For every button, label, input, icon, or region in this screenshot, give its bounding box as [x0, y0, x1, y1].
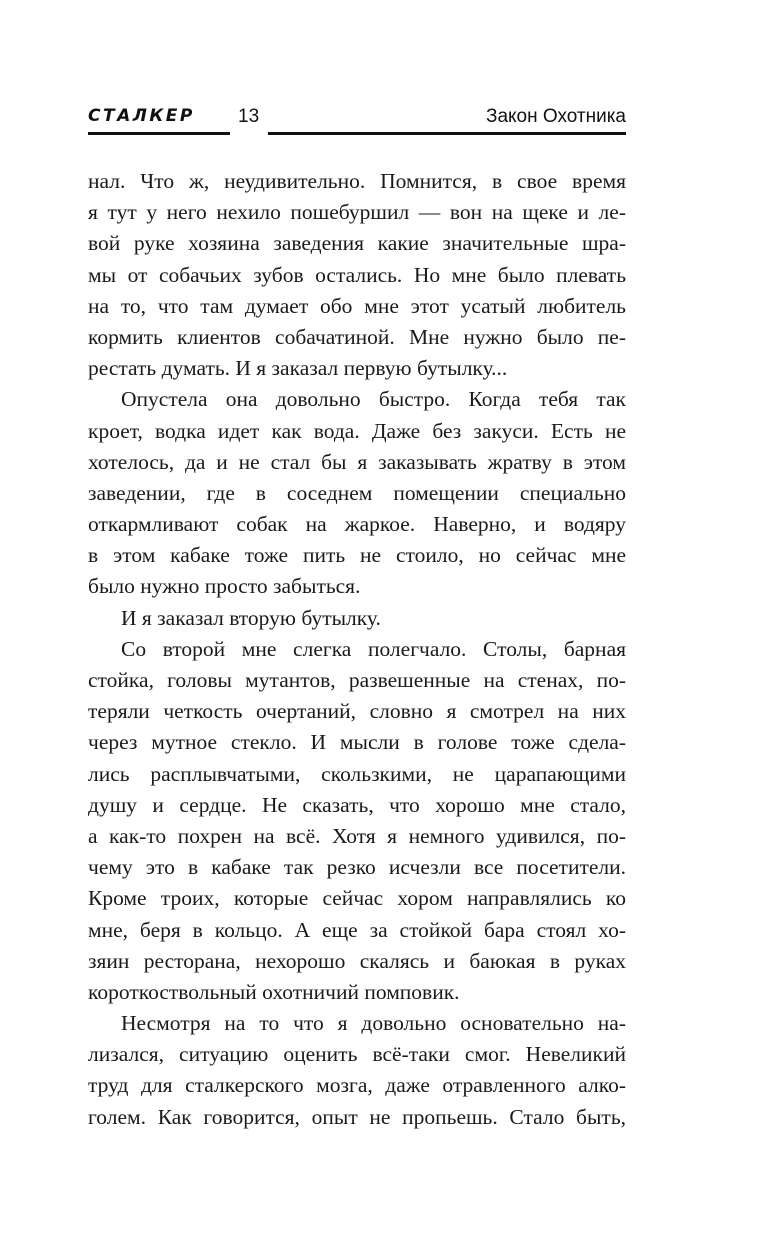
text-line: короткоствольный охотничий помповик. [88, 979, 460, 1004]
series-title: СТАЛКЕР [88, 106, 195, 126]
text-line: теряли четкость очертаний, словно я смотрел на них [88, 699, 626, 724]
text-line: зяин ресторана, нехорошо скалясь и баюкая в руках [88, 948, 626, 973]
text-line: лись расплывчатыми, скользкими, не царапающими [88, 761, 626, 786]
text-line: мы от собачьих зубов остались. Но мне было плевать [88, 262, 626, 287]
text-line: мне, беря в кольцо. А еще за стойкой бара стоял хо- [88, 917, 626, 942]
text-line: Со второй мне слегка полегчало. Столы, барная [121, 636, 626, 661]
header-rule-right [268, 132, 626, 135]
text-line: кроет, водка идет как вода. Даже без закуси. Есть не [88, 418, 626, 443]
text-line: заведении, где в соседнем помещении специально [88, 480, 626, 505]
text-line: чему это в кабаке так резко исчезли все посетители. [88, 855, 626, 880]
text-line: на то, что там думает обо мне этот усатый любитель [88, 293, 626, 318]
text-line: в этом кабаке тоже пить не стоило, но сейчас мне [88, 543, 626, 568]
text-line: кормить клиентов собачатиной. Мне нужно было пе- [88, 324, 626, 349]
text-line: лизался, ситуацию оценить всё-таки смог. Невеликий [88, 1042, 626, 1067]
text-line: И я заказал вторую бутылку. [121, 605, 381, 630]
text-line: рестать думать. И я заказал первую бутылку... [88, 356, 508, 381]
text-line: вой руке хозяина заведения какие значительные шра- [88, 231, 626, 256]
page-header [88, 104, 626, 138]
header-rule-left [88, 132, 230, 135]
body-text [88, 166, 626, 1133]
text-line: душу и сердце. Не сказать, что хорошо мне стало, [88, 792, 626, 817]
text-line: Кроме троих, которые сейчас хором направлялись ко [88, 886, 626, 911]
text-line: откармливают собак на жаркое. Наверно, и водяру [88, 512, 626, 537]
text-line: нал. Что ж, неудивительно. Помнится, в свое время [88, 169, 626, 193]
text-line: через мутное стекло. И мысли в голове тоже сдела- [88, 730, 626, 755]
text-line: было нужно просто забыться. [88, 574, 361, 599]
text-line: труд для сталкерского мозга, даже отравленного алко- [88, 1073, 626, 1098]
text-line: стойка, головы мутантов, развешенные на стенах, по- [88, 668, 626, 692]
text-line: я тут у него нехило пошебуршил — вон на щеке и ле- [88, 200, 626, 225]
text-line: Опустела она довольно быстро. Когда тебя так [121, 387, 626, 412]
book-title: Закон Охотника [485, 106, 626, 127]
text-line: хотелось, да и не стал бы я заказывать жратву в этом [88, 449, 626, 474]
text-line: Несмотря на то что я довольно основательно на- [121, 1011, 626, 1036]
text-line: а как-то похрен на всё. Хотя я немного удивился, по- [88, 823, 626, 848]
text-line: голем. Как говорится, опыт не пропьешь. Стало быть, [88, 1104, 626, 1129]
page-number: 13 [238, 106, 260, 127]
